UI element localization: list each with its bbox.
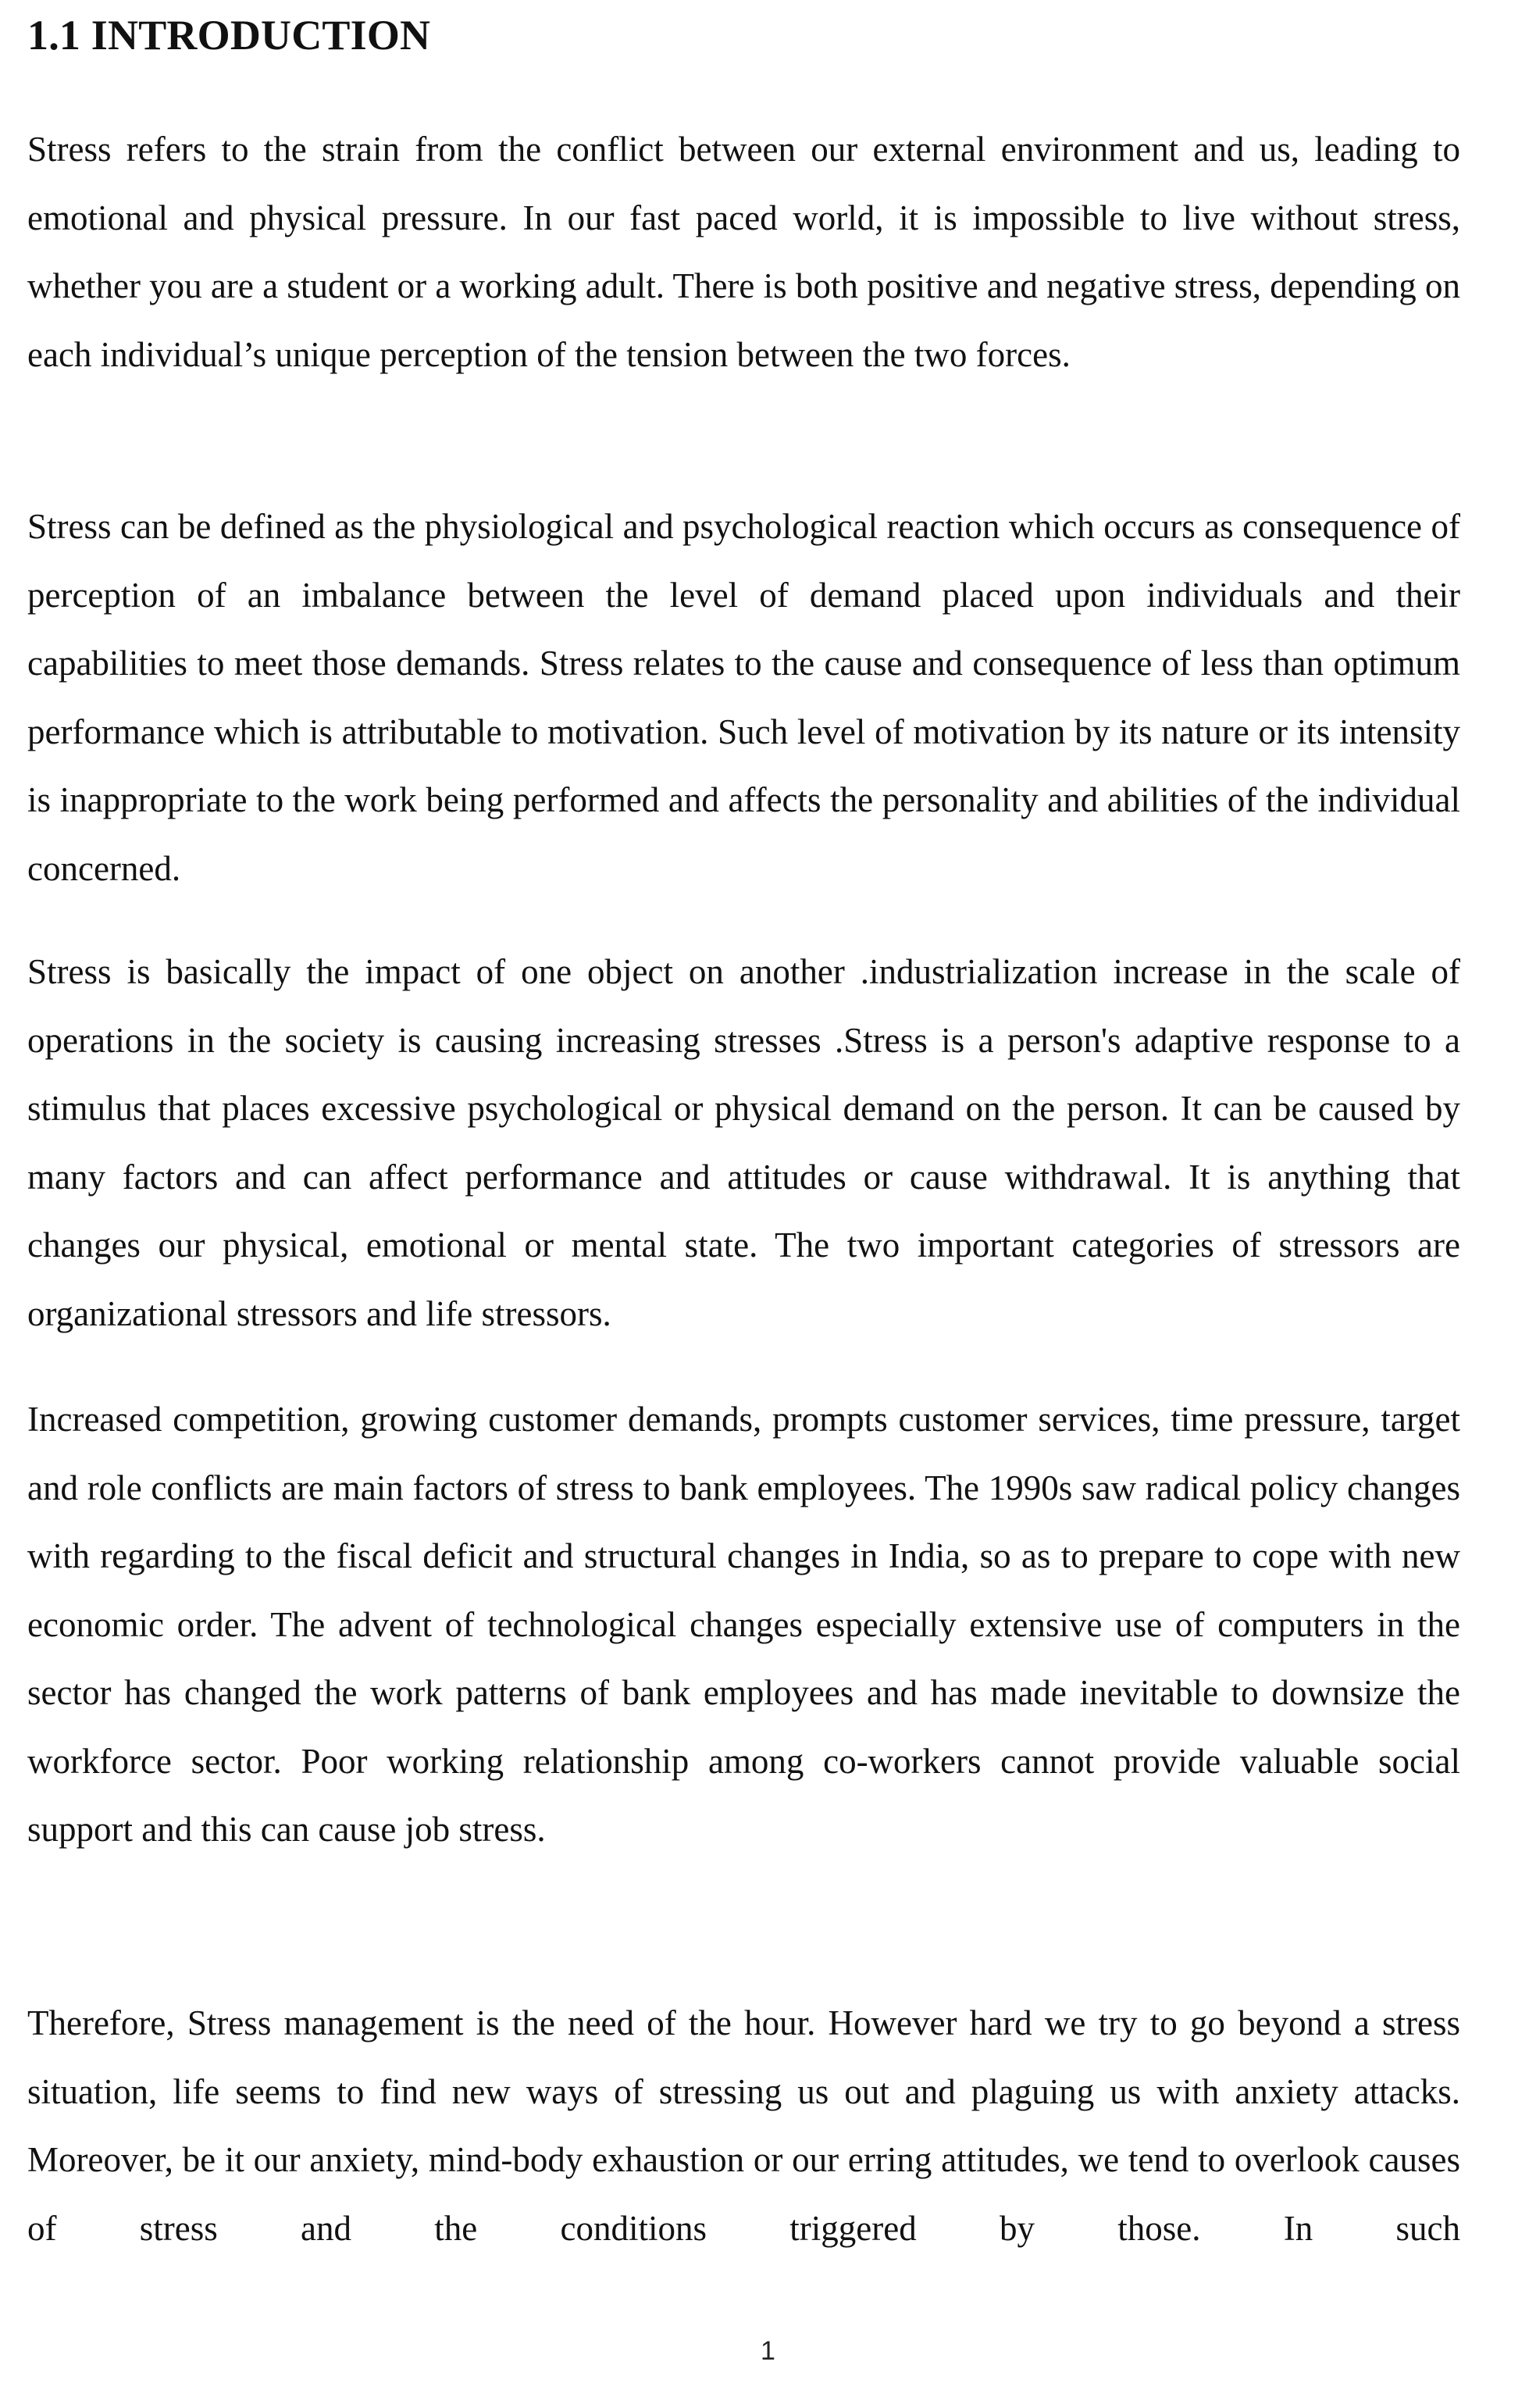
paragraph-stressors: Stress is basically the impact of one object on another .industrialization increase in the scale of operations in the society is causing increasing stresses .Stress is a person's adaptive response to a stimulus that places excessive psychological or physical demand on the person. It can be caused by many factors and can affect performance and attitudes or cause withdrawal. It is anything that changes our physical, emotional or mental state. The two important categories of stressors are organizational stressors and life stressors. [27, 952, 1460, 1333]
paragraph-physiological-reaction: Stress can be defined as the physiological and psychological reaction which occurs as consequence of perception of an imbalance between the level of demand placed upon individuals and their capabilities to meet those demands. Stress relates to the cause and consequence of less than optimum performance which is attributable to motivation. Such level of motivation by its nature or its intensity is inappropriate to the work being performed and affects the personality and abilities of the individual concerned. [27, 507, 1460, 888]
page-number: 1 [761, 2336, 775, 2366]
paragraph-definition: Stress refers to the strain from the conflict between our external environment and us, leading to emotional and physical pressure. In our fast paced world, it is impossible to live without stress, whether you are a student or a working adult. There is both positive and negative stress, depending on each individual’s unique perception of the tension between the two forces. [27, 130, 1460, 374]
paragraph-bank-employees: Increased competition, growing customer demands, prompts customer services, time pressure, target and role conflicts are main factors of stress to bank employees. The 1990s saw radical policy changes with regarding to the fiscal deficit and structural changes in India, so as to prepare to cope with new economic order. The advent of technological changes especially extensive use of computers in the sector has changed the work patterns of bank employees and has made inevitable to downsize the workforce sector. Poor working relationship among co-workers cannot provide valuable social support and this can cause job stress. [27, 1400, 1460, 1849]
section-heading: 1.1 INTRODUCTION [27, 12, 431, 59]
paragraph-stress-management: Therefore, Stress management is the need of the hour. However hard we try to go beyond a stress situation, life seems to find new ways of stressing us out and plaguing us with anxiety attacks. Moreover, be it our anxiety, mind-body exhaustion or our erring attitudes, we tend to overlook causes of stress and the conditions triggered by those. In such [27, 2003, 1460, 2248]
